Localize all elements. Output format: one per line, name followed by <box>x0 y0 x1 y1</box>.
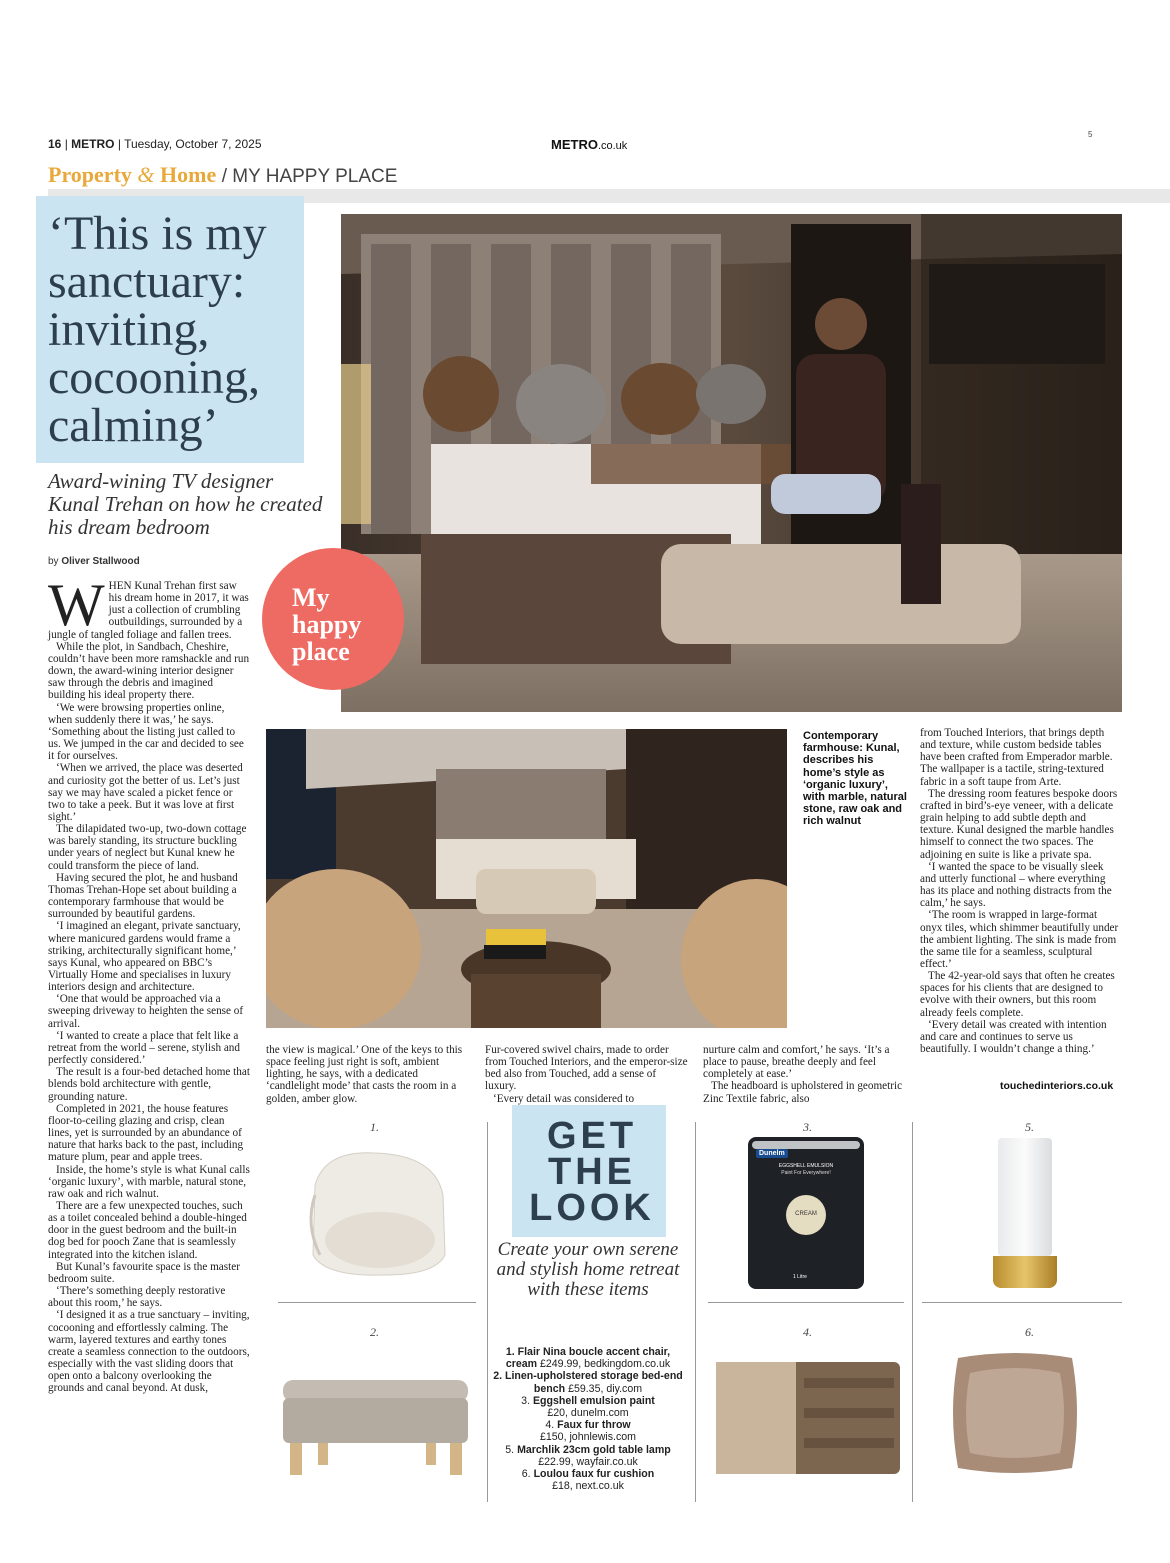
item-number-6: 6. <box>1025 1325 1034 1339</box>
item-number-3: 3. <box>803 1120 812 1134</box>
page-number: 16 <box>48 137 62 151</box>
article-column-5: from Touched Interiors, that brings depth and texture, while custom bedside tables have been crafted from Emperador marble. The wallpaper is a tactile, string-textured fabric in a soft taupe from Arte. The dressing room features bespoke doors crafted in bird’s-eye veneer, with a delicate grain helping to add subtle depth and texture. Kunal designed the marble handles himself to connect the two spaces. The adjoining en suite is like a private spa. ‘I wanted the space to be visually sleek and utterly functional – where everything has its place and nothing distracts from the calm,’ he says. ‘The room is wrapped in large-format onyx tiles, which shimmer beautifully under the ambient lighting. The sink is made from the same tile for a seamless, sculptural effect.’ The 42-year-old says that often he creates spaces for his clients that are designed to evolve with their owners, but this room already feels complete. ‘Every detail was created with intention and care and continues to serve us beautifully. I wouldn’t change a thing.’ <box>920 727 1119 1056</box>
product-image-bench <box>278 1370 473 1480</box>
article-column-1: W HEN Kunal Trehan first saw his dream home in 2017, it was just a collection of crumbling outbuildings, surrounded by a jungle of tangled foliage and fallen trees. While the plot, in Sandbach, Cheshire, couldn’t have been more ramshackle and run down, the award-wining interior designer saw through the debris and imagined building his ideal property there. ‘We were browsing properties online, when suddenly there it was,’ he says. ‘Something about the listing just called to us. We jumped in the car and decided to see it for ourselves. ‘When we arrived, the place was deserted and curiosity got the better of us. Let’s just say we may have scaled a picket fence or two to take a peek. But it was love at first sight.’ The dilapidated two-up, two-down cottage was barely standing, its structure buckling under years of neglect but Kunal knew he could transform the piece of land. Having secured the plot, he and husband Thomas Trehan-Hope set about building a contemporary farmhouse that would be surrounded by beautiful gardens. ‘I imagined an elegant, private sanctuary, where manicured gardens would frame a striking, architecturally significant home,’ says Kunal, who appeared on BBC’s Virtually Home and specialises in luxury interiors design and architecture. ‘One that would be approached via a sweeping driveway to heighten the sense of arrival. ‘I wanted to create a place that felt like a retreat from the world – serene, stylish and perfectly considered.’ The result is a four-bed detached home that blends bold architecture with gentle, grounding nature. Completed in 2021, the house features floor-to-ceiling glazing and crisp, clean lines, yet is surrounded by an abundance of nature that harks back to the past, including mature plum, pear and apple trees. Inside, the home’s style is what Kunal calls ‘organic luxury’, with marble, natural stone, raw oak and rich walnut. There are a few unexpected touches, such as a toilet concealed behind a double-hinged door in the guest bedroom and the built-in dog bed for pooch Zane that is seamlessly integrated into the kitchen island. But Kunal’s favourite space is the master bedroom suite. ‘There’s something deeply restorative about this room,’ he says. ‘I designed it as a true sanctuary – inviting, cocooning and effortlessly calming. The warm, layered textures and earthy tones create a seamless connection to the outdoors, especially with the vast sliding doors that open onto a balcony overlooking the grounds and canal beyond. At dusk, <box>48 572 250 1395</box>
badge-text: My happy place <box>292 583 362 666</box>
page-folio: 16 | METRO | Tuesday, October 7, 2025 <box>48 137 262 151</box>
product-image-throw <box>714 1358 902 1478</box>
item-number-5: 5. <box>1025 1120 1034 1134</box>
page-mark: 5 <box>1088 130 1093 139</box>
issue-date: Tuesday, October 7, 2025 <box>124 137 262 151</box>
article-column-2: the view is magical.’ One of the keys to this space feeling just right is soft, ambient lighting, he says, with a dedicated ‘candlelight mode’ that casts the room in a golden, amber glow. <box>266 1044 463 1105</box>
article-column-3: Fur-covered swivel chairs, made to order from Touched Interiors, and the emperor-size bed also from Touched, add a sense of luxury. ‘Every detail was considered to <box>485 1044 688 1105</box>
headline: ‘This is my sanctuary: inviting, cocooning, calming’ <box>48 207 267 452</box>
main-bedroom-photo <box>341 214 1122 712</box>
source-credit: touchedinteriors.co.uk <box>1000 1080 1114 1092</box>
grid-divider <box>708 1302 904 1303</box>
item-number-1: 1. <box>370 1120 379 1134</box>
paper-name: METRO <box>71 137 115 151</box>
get-the-look-subtitle: Create your own serene and stylish home retreat with these items <box>496 1239 680 1300</box>
item-number-4: 4. <box>803 1325 812 1339</box>
byline: by Oliver Stallwood <box>48 556 140 567</box>
grid-divider <box>487 1122 488 1502</box>
article-column-4: nurture calm and comfort,’ he says. ‘It’s a place to pause, breathe deeply and feel completely at ease.’ The headboard is upholstered in geometric Zinc Textile fabric, also <box>703 1044 903 1105</box>
shopping-list: 1. Flair Nina boucle accent chair, cream £249.99, bedkingdom.co.uk 2. Linen-upholstered storage bed-end bench £59.35, diy.com 3. Eggshell emulsion paint £20, dunelm.com 4. Faux fur throw £150, johnlewis.com 5. Marchlik 23cm gold table lamp £22.99, wayfair.co.uk 6. Loulou faux fur cushion £18, next.co.uk <box>493 1346 683 1493</box>
photo-caption: Contemporary farmhouse: Kunal, describes his home’s style as ‘organic luxury’, with marble, natural stone, raw oak and rich walnut <box>803 730 907 828</box>
section-heading: Property & Home / MY HAPPY PLACE <box>48 162 398 187</box>
product-image-cushion <box>950 1348 1080 1478</box>
get-the-look-title: GET THE LOOK <box>529 1115 655 1229</box>
site-url: METRO.co.uk <box>551 137 628 152</box>
standfirst: Award-wining TV designer Kunal Trehan on how he created his dream bedroom <box>48 469 323 539</box>
product-image-lamp <box>990 1138 1060 1296</box>
product-image-chair <box>285 1145 465 1285</box>
item-number-2: 2. <box>370 1325 379 1339</box>
product-image-paint-tin: Dunelm EGGSHELL EMULSION Paint For Everywhere! CREAM 1 Litre <box>748 1137 864 1289</box>
grid-divider <box>922 1302 1122 1303</box>
grid-divider <box>695 1122 696 1502</box>
grid-divider <box>278 1302 476 1303</box>
drop-cap: W <box>48 572 105 638</box>
grid-divider <box>912 1122 913 1502</box>
bedroom-night-photo <box>266 729 787 1028</box>
